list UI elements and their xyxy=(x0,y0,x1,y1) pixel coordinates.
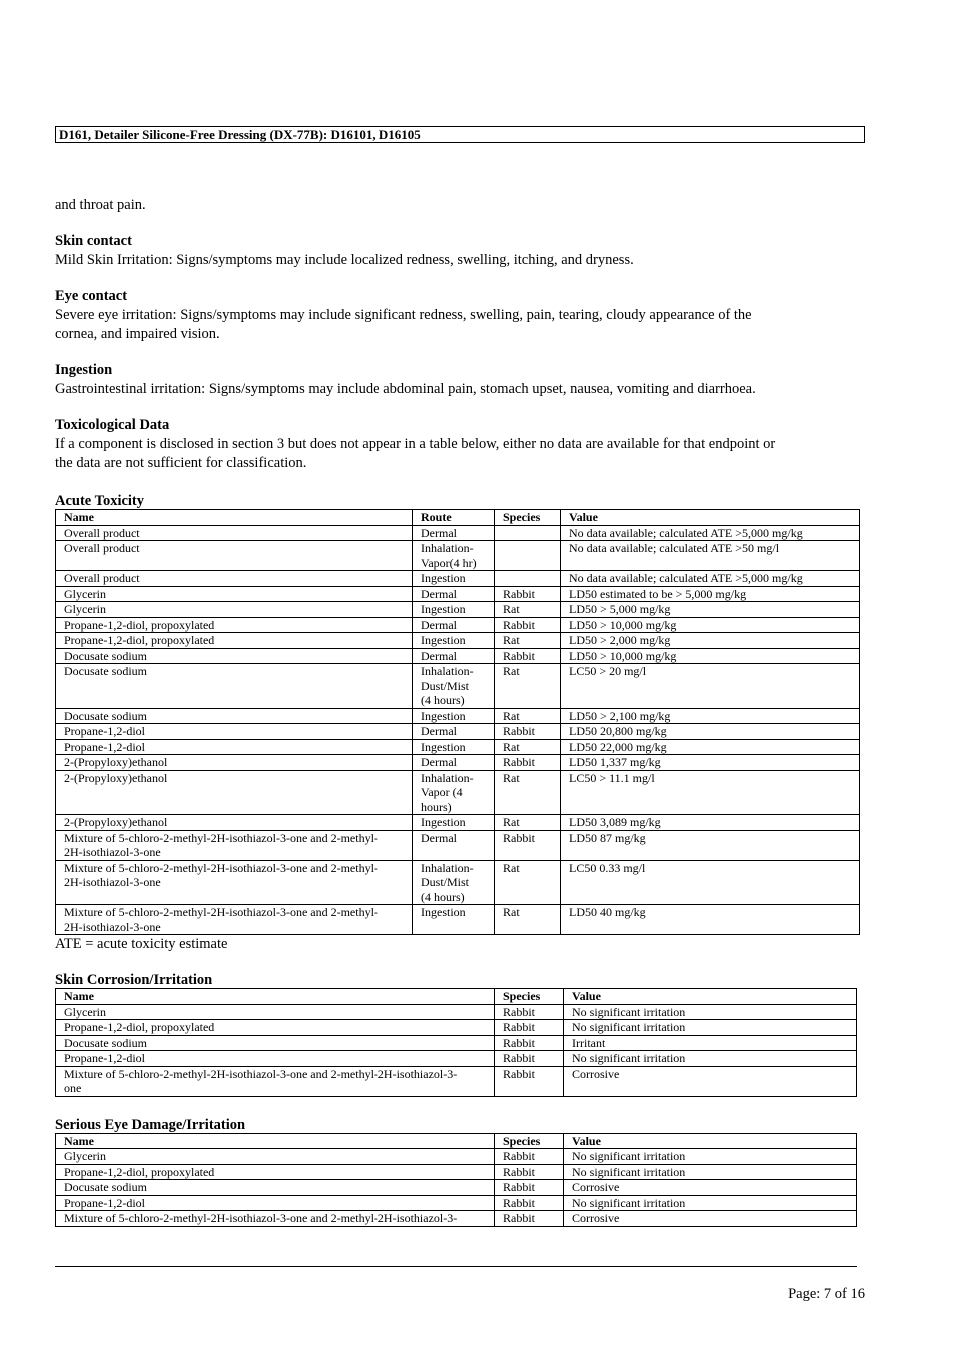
table-cell: Rabbit xyxy=(495,1051,564,1067)
table-cell: LD50 > 2,100 mg/kg xyxy=(561,708,860,724)
table-cell: Docusate sodium xyxy=(56,1180,495,1196)
table-cell: LD50 3,089 mg/kg xyxy=(561,815,860,831)
ingestion-text: Gastrointestinal irritation: Signs/symptoms may include abdominal pain, stomach upset, nausea, vomiting and diarrhoea. xyxy=(55,381,756,397)
table-cell: Rabbit xyxy=(495,755,561,771)
table-cell: Docusate sodium xyxy=(56,708,413,724)
table-cell: Rat xyxy=(495,770,561,815)
table-row xyxy=(56,708,860,724)
column-header: Value xyxy=(561,510,860,526)
table-cell: Dermal xyxy=(413,648,495,664)
table-cell: No data available; calculated ATE >50 mg/l xyxy=(561,541,860,571)
column-header: Species xyxy=(495,510,561,526)
table-cell: Corrosive xyxy=(564,1066,857,1096)
table-cell: 2-(Propyloxy)ethanol xyxy=(56,770,413,815)
table-cell: Rat xyxy=(495,602,561,618)
table-cell: Ingestion xyxy=(413,633,495,649)
table-cell: Mixture of 5-chloro-2-methyl-2H-isothiazol-3-one and 2-methyl- 2H-isothiazol-3-one xyxy=(56,860,413,905)
toxicological-data-line1: If a component is disclosed in section 3 but does not appear in a table below, either no data are available for that endpoint or xyxy=(55,436,776,452)
table-cell: Ingestion xyxy=(413,708,495,724)
table-row xyxy=(56,830,860,860)
table-cell: No significant irritation xyxy=(564,1149,857,1165)
table-row xyxy=(56,617,860,633)
table-row xyxy=(56,633,860,649)
table-cell: Docusate sodium xyxy=(56,648,413,664)
table-cell: Rabbit xyxy=(495,648,561,664)
table-cell xyxy=(495,525,561,541)
table-cell: Corrosive xyxy=(564,1180,857,1196)
table-cell: Dermal xyxy=(413,755,495,771)
table-cell: Rat xyxy=(495,905,561,935)
table-row xyxy=(56,755,860,771)
table-cell: Rat xyxy=(495,664,561,709)
table-cell: Overall product xyxy=(56,571,413,587)
column-header: Value xyxy=(564,989,857,1005)
column-header: Value xyxy=(564,1133,857,1149)
table-cell: LD50 > 10,000 mg/kg xyxy=(561,648,860,664)
table-cell: Rat xyxy=(495,633,561,649)
table-cell: Ingestion xyxy=(413,602,495,618)
table-cell: No data available; calculated ATE >5,000 mg/kg xyxy=(561,525,860,541)
table-row xyxy=(56,1211,857,1227)
skin-contact-heading: Skin contact xyxy=(55,233,132,249)
table-row xyxy=(56,525,860,541)
table-row xyxy=(56,664,860,709)
table-cell: Mixture of 5-chloro-2-methyl-2H-isothiazol-3-one and 2-methyl- 2H-isothiazol-3-one xyxy=(56,905,413,935)
page-content xyxy=(55,196,865,1227)
table-row xyxy=(56,815,860,831)
table-header-row xyxy=(56,1133,857,1149)
table-cell: Rat xyxy=(495,860,561,905)
table-cell: LD50 20,800 mg/kg xyxy=(561,724,860,740)
table-cell: Docusate sodium xyxy=(56,1035,495,1051)
acute-toxicity-footnote: ATE = acute toxicity estimate xyxy=(55,936,228,952)
table-cell: Rabbit xyxy=(495,1164,564,1180)
table-cell: LD50 22,000 mg/kg xyxy=(561,739,860,755)
table-row xyxy=(56,541,860,571)
table-cell: Rabbit xyxy=(495,1020,564,1036)
table-cell: Rabbit xyxy=(495,586,561,602)
document-title: D161, Detailer Silicone-Free Dressing (DX-77B): D16101, D16105 xyxy=(59,127,421,142)
table-cell: Rabbit xyxy=(495,830,561,860)
table-cell: Docusate sodium xyxy=(56,664,413,709)
table-cell: Dermal xyxy=(413,586,495,602)
table-cell: Rabbit xyxy=(495,1149,564,1165)
table-header-row xyxy=(56,510,860,526)
table-cell: No significant irritation xyxy=(564,1020,857,1036)
table-cell: No significant irritation xyxy=(564,1051,857,1067)
table-cell: Propane-1,2-diol xyxy=(56,724,413,740)
table-cell: Rabbit xyxy=(495,1180,564,1196)
table-cell: Rabbit xyxy=(495,1195,564,1211)
column-header: Name xyxy=(56,1133,495,1149)
table-cell: Mixture of 5-chloro-2-methyl-2H-isothiazol-3-one and 2-methyl- 2H-isothiazol-3-one xyxy=(56,830,413,860)
table-cell: LD50 40 mg/kg xyxy=(561,905,860,935)
table-cell: Ingestion xyxy=(413,571,495,587)
column-header: Route xyxy=(413,510,495,526)
table-cell: Rat xyxy=(495,815,561,831)
table-cell: Dermal xyxy=(413,830,495,860)
table-cell: LD50 87 mg/kg xyxy=(561,830,860,860)
table-row xyxy=(56,1035,857,1051)
skin-corrosion-title: Skin Corrosion/Irritation xyxy=(55,972,213,988)
table-cell xyxy=(495,541,561,571)
table-row xyxy=(56,739,860,755)
eye-damage-table xyxy=(55,1133,857,1227)
page-number: Page: 7 of 16 xyxy=(788,1286,865,1302)
table-cell: Propane-1,2-diol, propoxylated xyxy=(56,633,413,649)
table-cell: Inhalation- Vapor(4 hr) xyxy=(413,541,495,571)
eye-damage-title: Serious Eye Damage/Irritation xyxy=(55,1116,246,1133)
table-cell: LD50 estimated to be > 5,000 mg/kg xyxy=(561,586,860,602)
table-cell: LD50 > 5,000 mg/kg xyxy=(561,602,860,618)
table-cell: Dermal xyxy=(413,617,495,633)
footer-divider xyxy=(55,1266,857,1267)
table-cell: Mixture of 5-chloro-2-methyl-2H-isothiazol-3-one and 2-methyl-2H-isothiazol-3- one xyxy=(56,1066,495,1096)
table-row xyxy=(56,1066,857,1096)
table-cell: No significant irritation xyxy=(564,1004,857,1020)
table-cell: Rat xyxy=(495,708,561,724)
table-cell: Dermal xyxy=(413,724,495,740)
toxicological-data-line2: the data are not sufficient for classification. xyxy=(55,455,307,471)
acute-toxicity-table xyxy=(55,509,860,935)
column-header: Name xyxy=(56,989,495,1005)
table-header-row xyxy=(56,989,857,1005)
table-cell: Mixture of 5-chloro-2-methyl-2H-isothiazol-3-one and 2-methyl-2H-isothiazol-3- xyxy=(56,1211,495,1227)
skin-contact-text: Mild Skin Irritation: Signs/symptoms may include localized redness, swelling, itching, and dryness. xyxy=(55,252,634,268)
table-cell: LC50 > 11.1 mg/l xyxy=(561,770,860,815)
table-cell: Overall product xyxy=(56,541,413,571)
table-cell: Rat xyxy=(495,739,561,755)
table-row xyxy=(56,648,860,664)
table-cell: LC50 > 20 mg/l xyxy=(561,664,860,709)
column-header: Name xyxy=(56,510,413,526)
table-cell: No significant irritation xyxy=(564,1195,857,1211)
table-cell: No data available; calculated ATE >5,000 mg/kg xyxy=(561,571,860,587)
table-row xyxy=(56,770,860,815)
table-cell: Glycerin xyxy=(56,602,413,618)
table-cell: Propane-1,2-diol xyxy=(56,1051,495,1067)
table-cell: Propane-1,2-diol xyxy=(56,739,413,755)
table-cell: Inhalation- Dust/Mist (4 hours) xyxy=(413,860,495,905)
column-header: Species xyxy=(495,1133,564,1149)
table-cell: Rabbit xyxy=(495,1004,564,1020)
table-cell: Ingestion xyxy=(413,815,495,831)
table-cell: Overall product xyxy=(56,525,413,541)
skin-corrosion-table xyxy=(55,988,857,1097)
table-cell: Propane-1,2-diol, propoxylated xyxy=(56,617,413,633)
table-cell: Rabbit xyxy=(495,1035,564,1051)
table-cell: Propane-1,2-diol xyxy=(56,1195,495,1211)
table-cell: 2-(Propyloxy)ethanol xyxy=(56,815,413,831)
table-row xyxy=(56,1164,857,1180)
toxicological-data-heading: Toxicological Data xyxy=(55,417,170,433)
table-row xyxy=(56,1195,857,1211)
table-cell: LC50 0.33 mg/l xyxy=(561,860,860,905)
table-row xyxy=(56,860,860,905)
table-cell: Rabbit xyxy=(495,1211,564,1227)
column-header: Species xyxy=(495,989,564,1005)
continuation-text: and throat pain. xyxy=(55,197,146,213)
ingestion-heading: Ingestion xyxy=(55,362,113,378)
table-cell: Rabbit xyxy=(495,617,561,633)
table-row xyxy=(56,602,860,618)
table-row xyxy=(56,586,860,602)
eye-contact-text-line1: Severe eye irritation: Signs/symptoms may include significant redness, swelling, pain, tearing, cloudy appearance of the xyxy=(55,307,752,323)
table-cell: Inhalation- Dust/Mist (4 hours) xyxy=(413,664,495,709)
table-cell: Rabbit xyxy=(495,724,561,740)
table-cell: No significant irritation xyxy=(564,1164,857,1180)
table-cell: Corrosive xyxy=(564,1211,857,1227)
table-row xyxy=(56,1020,857,1036)
acute-toxicity-title: Acute Toxicity xyxy=(55,493,145,509)
table-cell: Glycerin xyxy=(56,586,413,602)
table-cell: Irritant xyxy=(564,1035,857,1051)
eye-contact-heading: Eye contact xyxy=(55,288,128,304)
table-cell: Propane-1,2-diol, propoxylated xyxy=(56,1164,495,1180)
document-header xyxy=(55,126,865,143)
table-row xyxy=(56,571,860,587)
table-cell: LD50 > 2,000 mg/kg xyxy=(561,633,860,649)
table-row xyxy=(56,724,860,740)
table-row xyxy=(56,905,860,935)
table-cell: Glycerin xyxy=(56,1004,495,1020)
table-cell: Inhalation- Vapor (4 hours) xyxy=(413,770,495,815)
table-cell: Dermal xyxy=(413,525,495,541)
table-row xyxy=(56,1149,857,1165)
table-cell: LD50 1,337 mg/kg xyxy=(561,755,860,771)
table-cell: 2-(Propyloxy)ethanol xyxy=(56,755,413,771)
table-cell: Rabbit xyxy=(495,1066,564,1096)
table-cell: Glycerin xyxy=(56,1149,495,1165)
table-row xyxy=(56,1051,857,1067)
table-row xyxy=(56,1004,857,1020)
table-cell: Propane-1,2-diol, propoxylated xyxy=(56,1020,495,1036)
table-cell: Ingestion xyxy=(413,739,495,755)
table-cell: Ingestion xyxy=(413,905,495,935)
eye-contact-text-line2: cornea, and impaired vision. xyxy=(55,326,220,342)
table-cell: LD50 > 10,000 mg/kg xyxy=(561,617,860,633)
table-row xyxy=(56,1180,857,1196)
table-cell xyxy=(495,571,561,587)
